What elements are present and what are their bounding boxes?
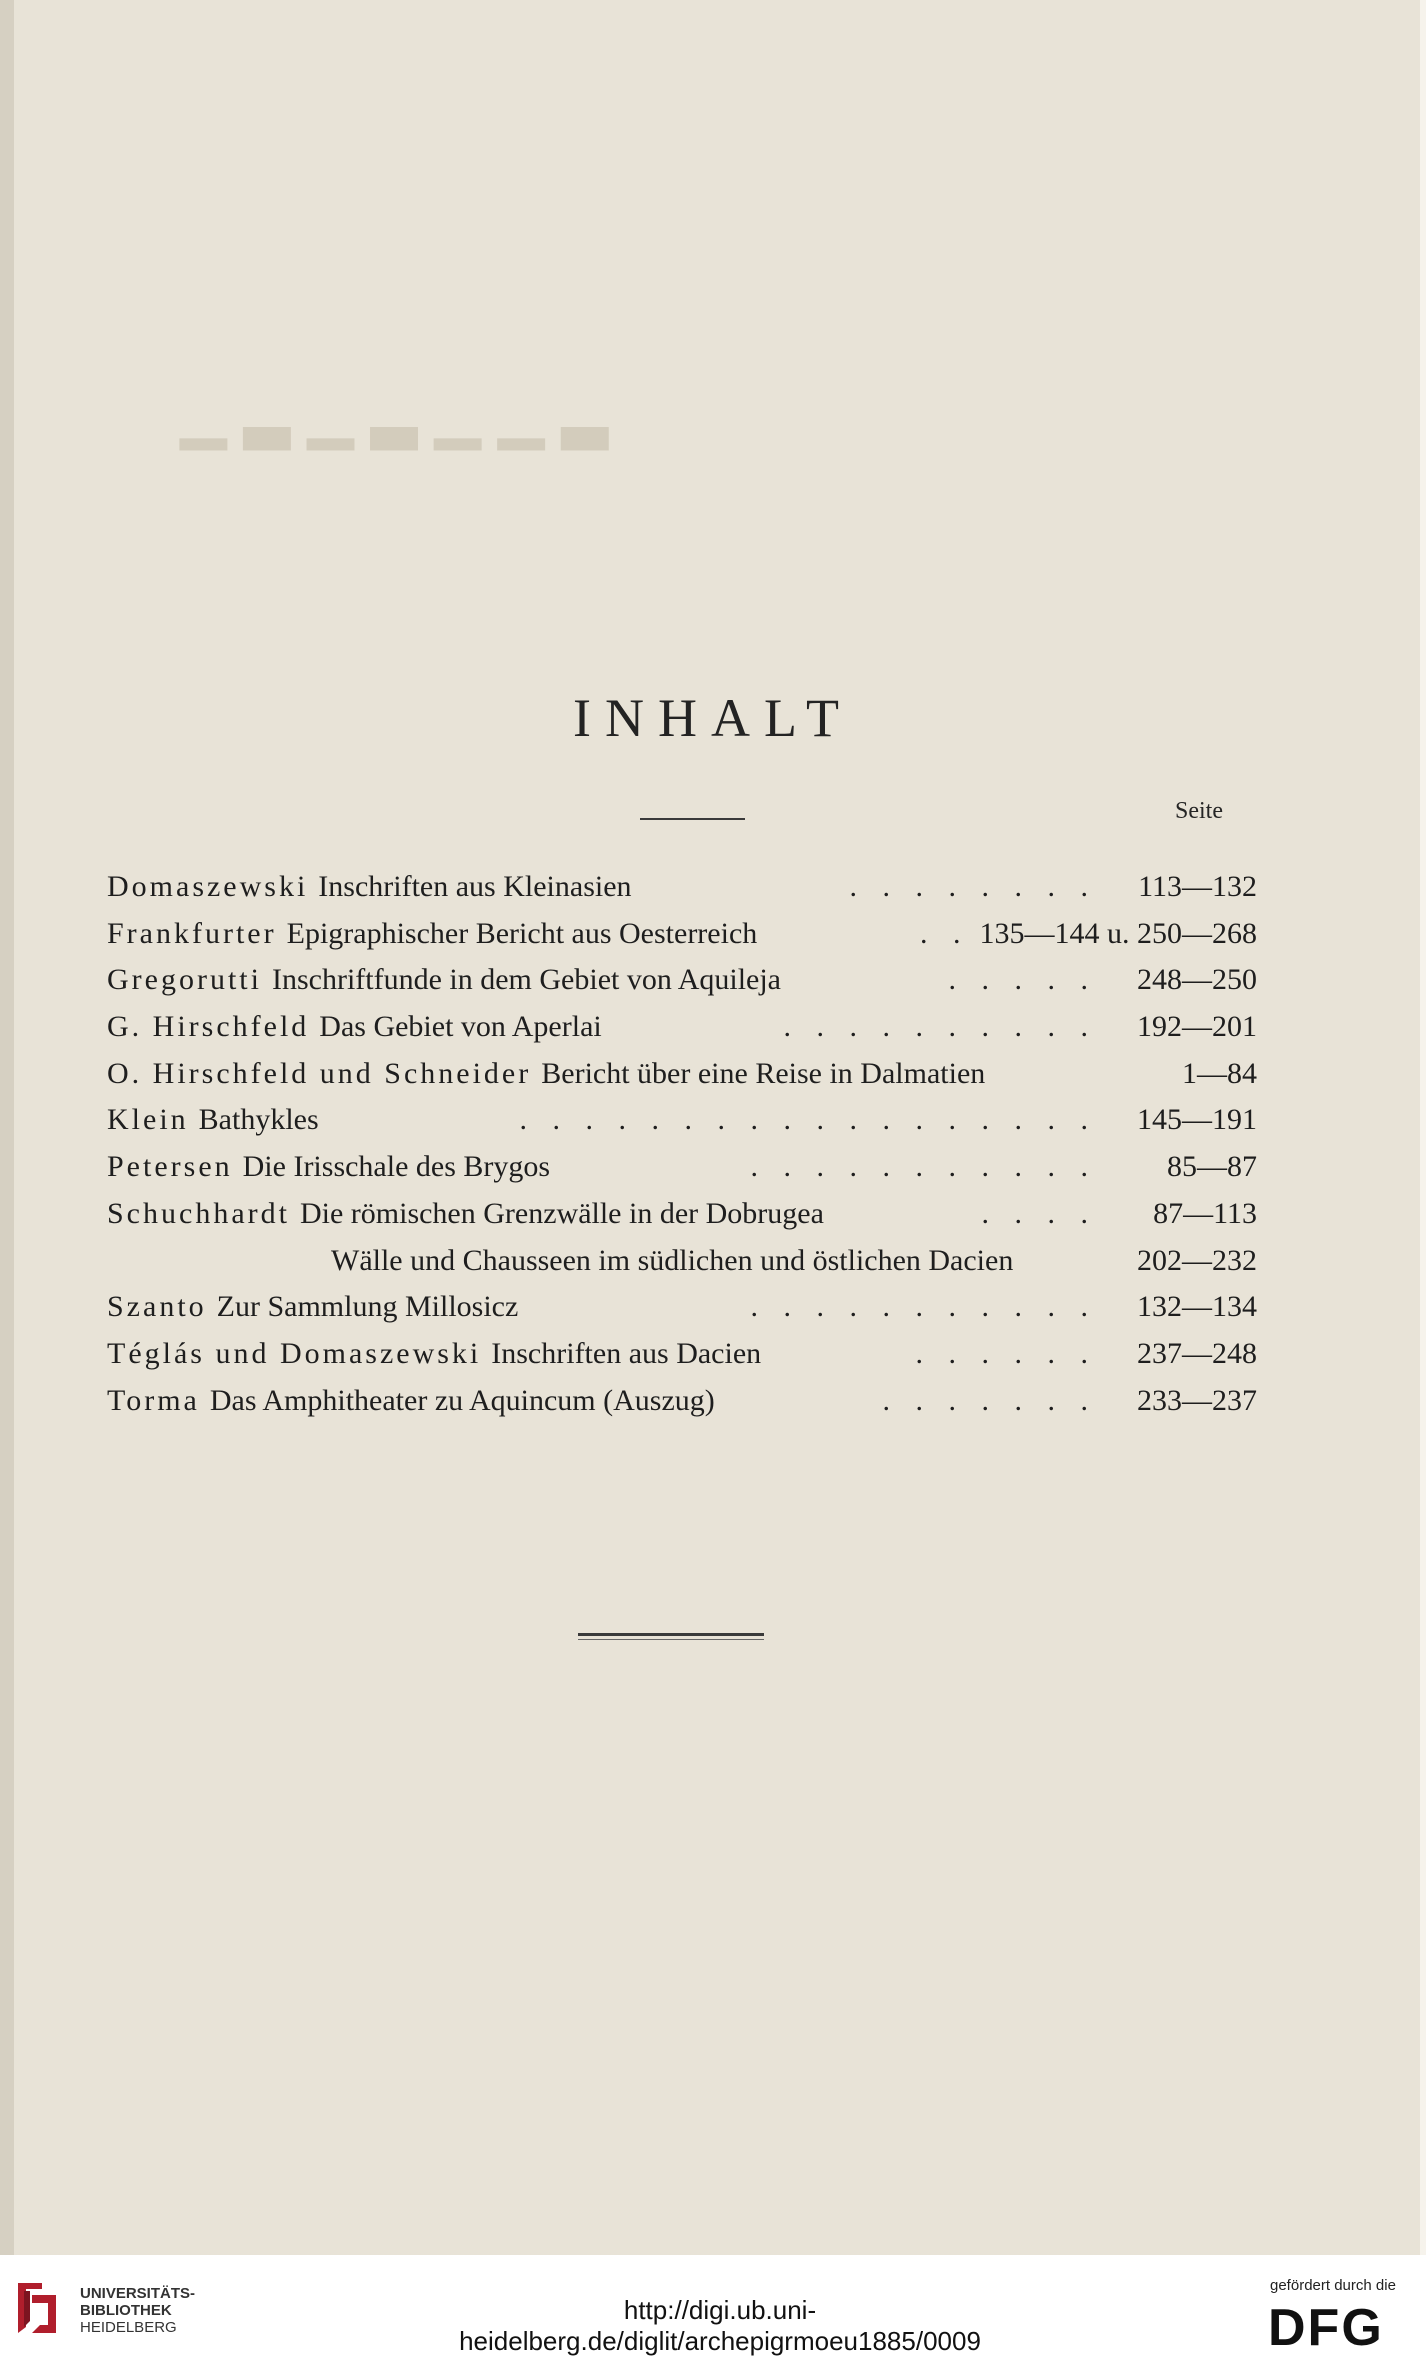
toc-entry: [107, 1197, 1257, 1244]
toc-pages: 132—134: [1137, 1290, 1257, 1324]
toc-leader-dots: . . . . .: [948, 963, 1097, 997]
toc-title: Bathykles: [198, 1103, 319, 1137]
toc-pages: 1—84: [1182, 1056, 1257, 1090]
toc-pages: 192—201: [1137, 1010, 1257, 1044]
toc-entry: [107, 1384, 1257, 1431]
toc-leader-dots: . .: [920, 916, 970, 950]
table-of-contents: [107, 870, 1257, 1430]
toc-title: Die Irisschale des Brygos: [242, 1150, 551, 1184]
toc-leader-dots: . . . . . . . .: [849, 870, 1097, 903]
library-line-3: HEIDELBERG: [80, 2319, 177, 2336]
toc-leader-dots: . . . . . .: [915, 1336, 1097, 1370]
toc-title: Die römischen Grenzwälle in der Dobrugea: [299, 1196, 824, 1230]
toc-title: Epigraphischer Bericht aus Oesterreich: [286, 916, 758, 950]
toc-author: Frankfurter: [107, 916, 277, 950]
toc-title: Das Amphitheater zu Aquincum (Auszug): [209, 1383, 715, 1417]
toc-author: Gregorutti: [107, 963, 262, 997]
toc-leader-dots: . . . . . . . . . .: [783, 1010, 1097, 1044]
toc-entry: [107, 1057, 1257, 1104]
toc-entry: [107, 1244, 1257, 1291]
toc-author: Torma: [107, 1383, 200, 1417]
page-heading: INHALT: [573, 688, 853, 748]
ub-heidelberg-logo-icon: [12, 2277, 70, 2339]
toc-author: Petersen: [107, 1150, 233, 1184]
permalink-url[interactable]: http://digi.ub.uni-heidelberg.de/diglit/archepigrmoeu1885/0009: [459, 2295, 981, 2356]
sponsor-text: gefördert durch die: [1270, 2277, 1396, 2294]
toc-title: Wälle und Chausseen im südlichen und östlichen Dacien: [331, 1243, 1014, 1277]
toc-pages: 233—237: [1137, 1383, 1257, 1417]
toc-leader-dots: . . . . . . . . . . .: [750, 1150, 1097, 1184]
seite-label: Seite: [1175, 798, 1223, 824]
toc-entry: [107, 1150, 1257, 1197]
toc-leader-dots: . . . . . . .: [882, 1383, 1097, 1417]
toc-pages: 248—250: [1137, 963, 1257, 997]
toc-entry: [107, 917, 1257, 964]
toc-title: Das Gebiet von Aperlai: [319, 1010, 602, 1044]
toc-pages: 237—248: [1137, 1336, 1257, 1370]
toc-pages: 202—232: [1137, 1243, 1257, 1277]
toc-title: Zur Sammlung Millosicz: [216, 1290, 519, 1324]
toc-author: Schuchhardt: [107, 1196, 290, 1230]
toc-pages: 87—113: [1153, 1196, 1257, 1230]
heading-rule: [640, 818, 745, 820]
toc-entry: [107, 963, 1257, 1010]
toc-leader-dots: . . . .: [981, 1196, 1097, 1230]
toc-entry: [107, 1103, 1257, 1150]
toc-leader-dots: . . . . . . . . . . . . . . . . . .: [519, 1103, 1097, 1137]
toc-title: Inschriften aus Kleinasien: [318, 870, 632, 903]
footer-bar: [0, 2255, 1426, 2363]
toc-author: Klein: [107, 1103, 189, 1137]
toc-entry: [107, 1010, 1257, 1057]
toc-entry: [107, 1290, 1257, 1337]
end-rule-thin: [578, 1639, 764, 1640]
library-name: [80, 2285, 195, 2336]
toc-pages: 135—144 u. 250—268: [979, 916, 1257, 950]
toc-entry: [107, 870, 1257, 917]
toc-entry: [107, 1337, 1257, 1384]
toc-author: Téglás und Domaszewski: [107, 1336, 482, 1370]
toc-author: O. Hirschfeld und Schneider: [107, 1056, 532, 1090]
library-line-2: BIBLIOTHEK: [80, 2302, 172, 2319]
toc-author: Domaszewski: [107, 870, 309, 903]
toc-author: G. Hirschfeld: [107, 1010, 310, 1044]
toc-pages: 145—191: [1137, 1103, 1257, 1137]
end-rule: [578, 1633, 764, 1636]
dfg-logo: DFG: [1268, 2299, 1384, 2357]
library-line-1: UNIVERSITÄTS-: [80, 2285, 196, 2302]
toc-pages: 113—132: [1138, 870, 1257, 903]
toc-pages: 85—87: [1167, 1150, 1257, 1184]
toc-title: Bericht über eine Reise in Dalmatien: [541, 1056, 986, 1090]
toc-title: Inschriften aus Dacien: [491, 1336, 762, 1370]
toc-leader-dots: . . . . . . . . . . .: [750, 1290, 1097, 1324]
toc-author: Szanto: [107, 1290, 207, 1324]
show-through-title: ▁ ▂ ▁ ▂ ▁ ▁ ▂: [180, 361, 609, 448]
toc-title: Inschriftfunde in dem Gebiet von Aquileja: [271, 963, 782, 997]
